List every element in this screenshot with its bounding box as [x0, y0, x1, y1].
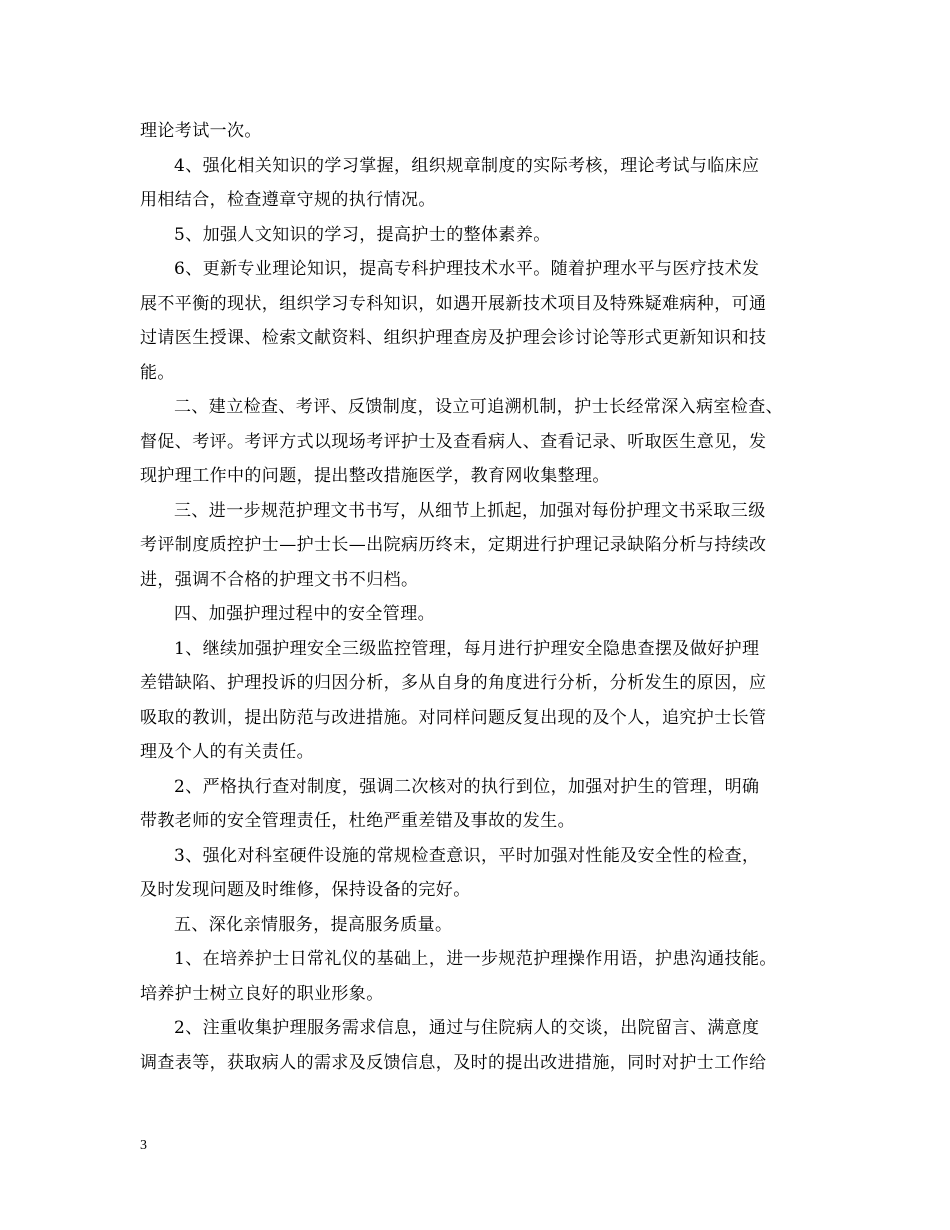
paragraph: [140, 1011, 820, 1080]
text-line: 吸取的教训，提出防范与改进措施。对同样问题反复出现的及个人，追究护士长管: [140, 707, 767, 728]
paragraph: [140, 494, 820, 598]
text-line: 理及个人的有关责任。: [140, 742, 314, 762]
text-line: 二、建立检查、考评、反馈制度，设立可追溯机制，护士长经常深入病室检查、: [174, 397, 783, 417]
text-line: 现护理工作中的问题，提出整改措施医学，教育网收集整理。: [140, 466, 610, 486]
text-line: 2、严格执行查对制度，强调二次核对的执行到位，加强对护生的管理，明确: [174, 776, 760, 797]
paragraph: [140, 942, 820, 1011]
text-line: 展不平衡的现状，组织学习专科知识，如遇开展新技术项目及特殊疑难病种，可通: [140, 293, 767, 314]
text-line: 四、加强护理过程中的安全管理。: [174, 604, 435, 624]
paragraph: [140, 218, 820, 253]
text-line: 调查表等，获取病人的需求及反馈信息，及时的提出改进措施，同时对护士工作给: [140, 1052, 767, 1073]
text-line: 1、在培养护士日常礼仪的基础上，进一步规范护理操作用语，护患沟通技能。: [174, 949, 777, 969]
text-line: 五、深化亲情服务，提高服务质量。: [174, 914, 453, 935]
page-number: 3: [140, 1138, 147, 1153]
text-line: 2、注重收集护理服务需求信息，通过与住院病人的交谈，出院留言、满意度: [174, 1018, 760, 1038]
text-line: 三、进一步规范护理文书书写，从细节上抓起，加强对每份护理文书采取三级: [174, 500, 766, 521]
text-line: 1、继续加强护理安全三级监控管理，每月进行护理安全隐患查摆及做好护理: [174, 638, 760, 659]
text-line: 差错缺陷、护理投诉的归因分析，多从自身的角度进行分析，分析发生的原因，应: [140, 673, 767, 693]
text-line: 6、更新专业理论知识，提高专科护理技术水平。随着护理水平与医疗技术发: [174, 259, 760, 279]
text-line: 带教老师的安全管理责任，杜绝严重差错及事故的发生。: [140, 811, 575, 831]
text-line: 进，强调不合格的护理文书不归档。: [140, 569, 419, 590]
text-line: 用相结合，检查遵章守规的执行情况。: [140, 190, 436, 210]
paragraph: [140, 390, 820, 494]
paragraph: [140, 908, 820, 943]
text-line: 及时发现问题及时维修，保持设备的完好。: [140, 880, 471, 900]
paragraph: [140, 149, 820, 218]
text-line: 4、强化相关知识的学习掌握，组织规章制度的实际考核，理论考试与临床应: [174, 155, 760, 176]
text-line: 3、强化对科室硬件设施的常规检查意识，平时加强对性能及安全性的检查，: [174, 845, 760, 866]
text-line: 过请医生授课、检索文献资料、组织护理查房及护理会诊讨论等形式更新知识和技: [140, 328, 767, 348]
paragraph: [140, 632, 820, 770]
text-line: 5、加强人文知识的学习，提高护士的整体素养。: [174, 224, 551, 245]
paragraph: [140, 839, 820, 908]
text-line: 培养护士树立良好的职业形象。: [140, 983, 384, 1004]
text-line: 考评制度质控护士—护士长—出院病历终末，定期进行护理记录缺陷分析与持续改: [140, 535, 767, 555]
paragraph: [140, 597, 820, 632]
paragraph: [140, 252, 820, 390]
text-line: 督促、考评。考评方式以现场考评护士及查看病人、查看记录、听取医生意见，发: [140, 431, 767, 452]
document-body: [140, 114, 820, 1080]
text-line: 理论考试一次。: [140, 121, 262, 141]
paragraph: [140, 770, 820, 839]
text-line: 能。: [140, 362, 175, 383]
paragraph: [140, 114, 820, 149]
